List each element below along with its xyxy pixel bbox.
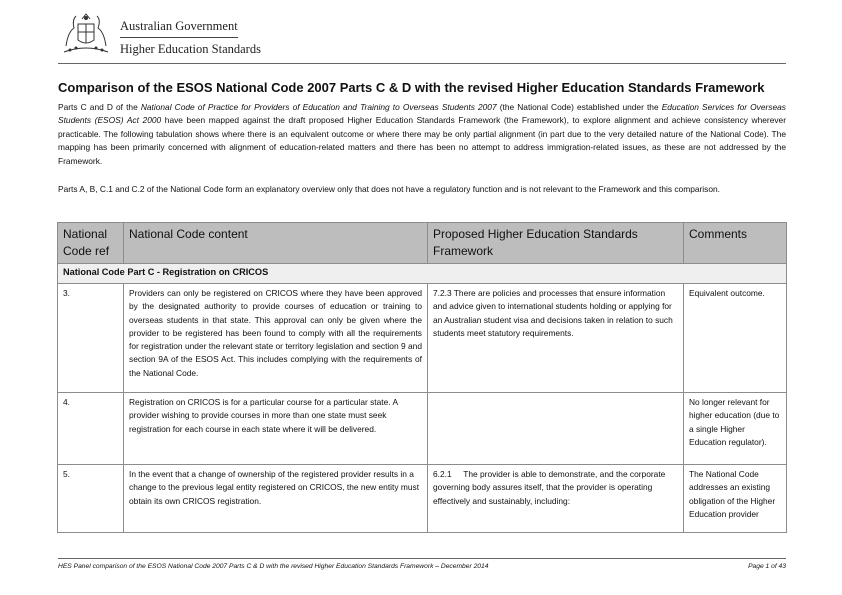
- document-title: Comparison of the ESOS National Code 2007 Parts C & D with the revised Higher Education Standards Framework: [58, 80, 765, 95]
- row-framework: 6.2.1 The provider is able to demonstrate, and the corporate governing body assures itself, that the provider is operating effectively and sustainably, including:: [428, 465, 684, 533]
- row-framework: 7.2.3 There are policies and processes that ensure information and advice given to international students holding or applying for an Australian student visa and decisions taken in relation to such students meet statutory requirements.: [428, 284, 684, 393]
- intro-italic-act: Education Services for Overseas Students (ESOS) Act 2000: [58, 102, 786, 126]
- column-header: National Code ref: [58, 223, 124, 264]
- footer-document-title: HES Panel comparison of the ESOS National Code 2007 Parts C & D with the revised Higher Education Standards Framework – December 2014: [58, 563, 489, 570]
- comparison-table: [57, 222, 787, 533]
- column-header: Comments: [684, 223, 787, 264]
- coat-of-arms-icon: [58, 10, 114, 58]
- row-content: Providers can only be registered on CRICOS where they have been approved by the designated authority to provide courses of education or training to overseas students in that state. This approval can only be given where the provider to be registered has been found to comply with all the requirements for registration under the relevant state or territory legislation and section 9 and section 9A of the ESOS Act. This includes complying with the requirements of the National Code.: [124, 284, 428, 393]
- row-comments: Equivalent outcome.: [684, 284, 787, 393]
- table-row: [58, 465, 787, 533]
- intro-text: (the National Code) established under the: [496, 102, 662, 112]
- row-ref: 4.: [58, 393, 124, 465]
- org-name-line2: Higher Education Standards: [120, 42, 261, 56]
- intro-italic-title: National Code of Practice for Providers of Education and Training to Overseas Students 2007: [140, 102, 497, 112]
- row-content: Registration on CRICOS is for a particular course for a particular state. A provider wishing to provide courses in more than one state must seek registration for each course in each state where it will be delivered.: [124, 393, 428, 465]
- page-number: Page 1 of 43: [748, 563, 786, 570]
- row-ref: 3.: [58, 284, 124, 393]
- table-header-row: [58, 223, 787, 264]
- row-comments: No longer relevant for higher education (due to a single Higher Education regulator).: [684, 393, 787, 465]
- row-comments: The National Code addresses an existing obligation of the Higher Education provider: [684, 465, 787, 533]
- row-framework: [428, 393, 684, 465]
- row-ref: 5.: [58, 465, 124, 533]
- section-title: National Code Part C - Registration on CRICOS: [58, 264, 787, 284]
- org-name-line1: Australian Government: [120, 19, 238, 33]
- intro-text: have been mapped against the draft proposed Higher Education Standards Framework (the Framework), to explore alignment and achieve consistency wherever practicable. The following tabulation shows where there is an equivalent outcome or where there may be only partial alignment (in part due to the very detailed nature of the National Code). The mapping has been primarily concerned with alignment of education-related matters and there has been no attempt to address immigration-related issues, as these are not addressed by the Framework.: [58, 115, 787, 166]
- footer-divider: [58, 558, 786, 559]
- intro-paragraph-2: Parts A, B, C.1 and C.2 of the National Code form an explanatory overview only that does not have a regulatory function and is not relevant to the Framework and this comparison.: [58, 184, 720, 194]
- column-header: National Code content: [124, 223, 428, 264]
- intro-text: Parts C and D of the: [58, 102, 141, 112]
- government-logo: [58, 10, 261, 60]
- table-row: [58, 393, 787, 465]
- column-header: Proposed Higher Education Standards Framework: [428, 223, 684, 264]
- intro-paragraph-1: [58, 101, 786, 168]
- row-content: In the event that a change of ownership of the registered provider results in a change to the previous legal entity registered on CRICOS, the new entity must obtain its own CRICOS registration.: [124, 465, 428, 533]
- header-divider: [58, 63, 786, 64]
- table-row: [58, 284, 787, 393]
- section-row: [58, 264, 787, 284]
- logo-divider: [120, 37, 238, 38]
